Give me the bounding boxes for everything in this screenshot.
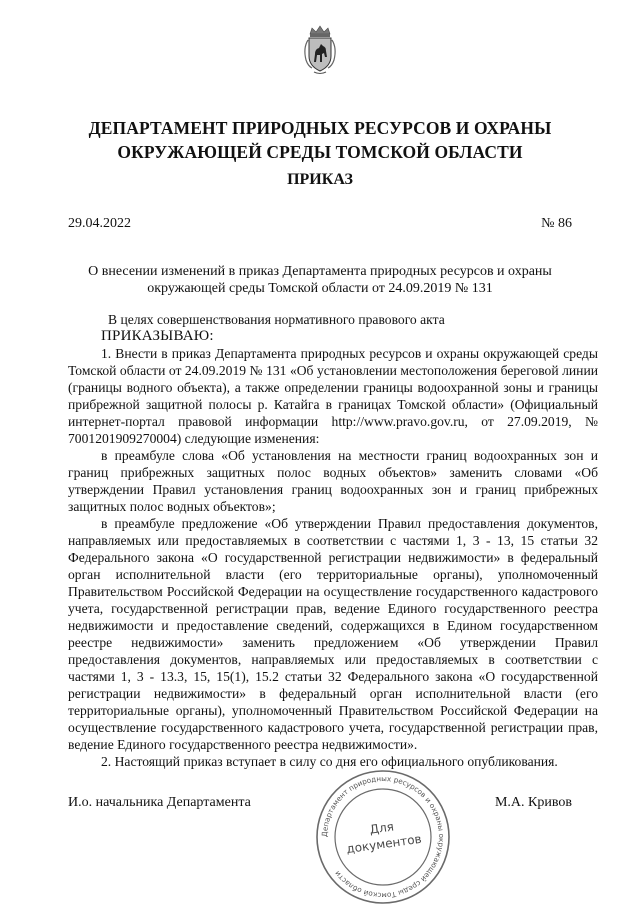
stamp-center-line-1: Для xyxy=(368,819,395,837)
stamp-center-line-2: документов xyxy=(345,831,423,857)
preamble-paragraph: В целях совершенствования нормативного правового акта xyxy=(108,312,445,327)
change-2-paragraph: в преамбуле предложение «Об утверждении Правил предоставления документов, направляемых или предоставляемых в соответствии с частями 1, 3 - 13, 15 статьи 32 Федерального закона «О государственной регистрации недвижимости» в федеральный орган исполнительной власти (его территориальные органы), уполномоченный Правительством Российской Федерации на осуществление государственного кадастрового учета, государственной регистрации прав, ведение Единого государственного реестра недвижимости и предоставление сведений, содержащихся в Едином государственном реестре недвижимости» заменить предложением «Об утверждении Правил предоставления документов, направляемых или предоставляемых в соответствии с частями 1, 3 - 13.3, 15, 15(1), 15.2 статьи 32 Федерального закона «О государственной регистрации недвижимости» в федеральный орган исполнительной власти (его территориальные органы), уполномоченный Правительством Российской Федерации на осуществление государственного кадастрового учета, государственной регистрации прав, ведение Единого государственного реестра недвижимости». xyxy=(68,516,598,752)
round-stamp xyxy=(314,768,452,906)
signer-role: И.о. начальника Департамента xyxy=(68,795,251,810)
command-word: ПРИКАЗЫВАЮ: xyxy=(101,328,214,344)
item-1-paragraph: 1. Внести в приказ Департамента природных ресурсов и охраны окружающей среды Томской области от 24.09.2019 № 131 «Об установлении местоположения береговой линии (границы водного объекта), а также определении границы водоохранной зоны и границы прибрежной защитной полосы р. Катайга в границах Томской области» (Официальный интернет-портал правовой информации http://www.pravo.gov.ru, от 27.09.2019, № 7001201909270004) следующие изменения: xyxy=(68,346,598,446)
order-body xyxy=(68,311,598,770)
order-number: № 86 xyxy=(541,216,572,231)
item-2-paragraph: 2. Настоящий приказ вступает в силу со дня его официального опубликования. xyxy=(101,754,558,769)
coat-of-arms-icon xyxy=(300,24,340,76)
order-subject: О внесении изменений в приказ Департамента природных ресурсов и охраны окружающей среды Томской области от 24.09.2019 № 131 xyxy=(88,264,552,296)
change-1-paragraph: в преамбуле слова «Об установления на местности границ водоохранных зон и границ прибрежных защитных полос водных объектов» заменить словами «Об утверждении Правил установления границ водоохранных зон и границ прибрежных защитных полос водных объектов»; xyxy=(68,448,598,514)
signer-name: М.А. Кривов xyxy=(494,795,572,810)
order-date: 29.04.2022 xyxy=(68,216,131,231)
department-title: ДЕПАРТАМЕНТ ПРИРОДНЫХ РЕСУРСОВ И ОХРАНЫ ОКРУЖАЮЩЕЙ СРЕДЫ ТОМСКОЙ ОБЛАСТИ xyxy=(88,118,552,162)
order-title: ПРИКАЗ xyxy=(287,171,353,188)
stamp-ring-text: Департамент природных ресурсов и охраны окружающей среды Томской области xyxy=(319,773,447,901)
